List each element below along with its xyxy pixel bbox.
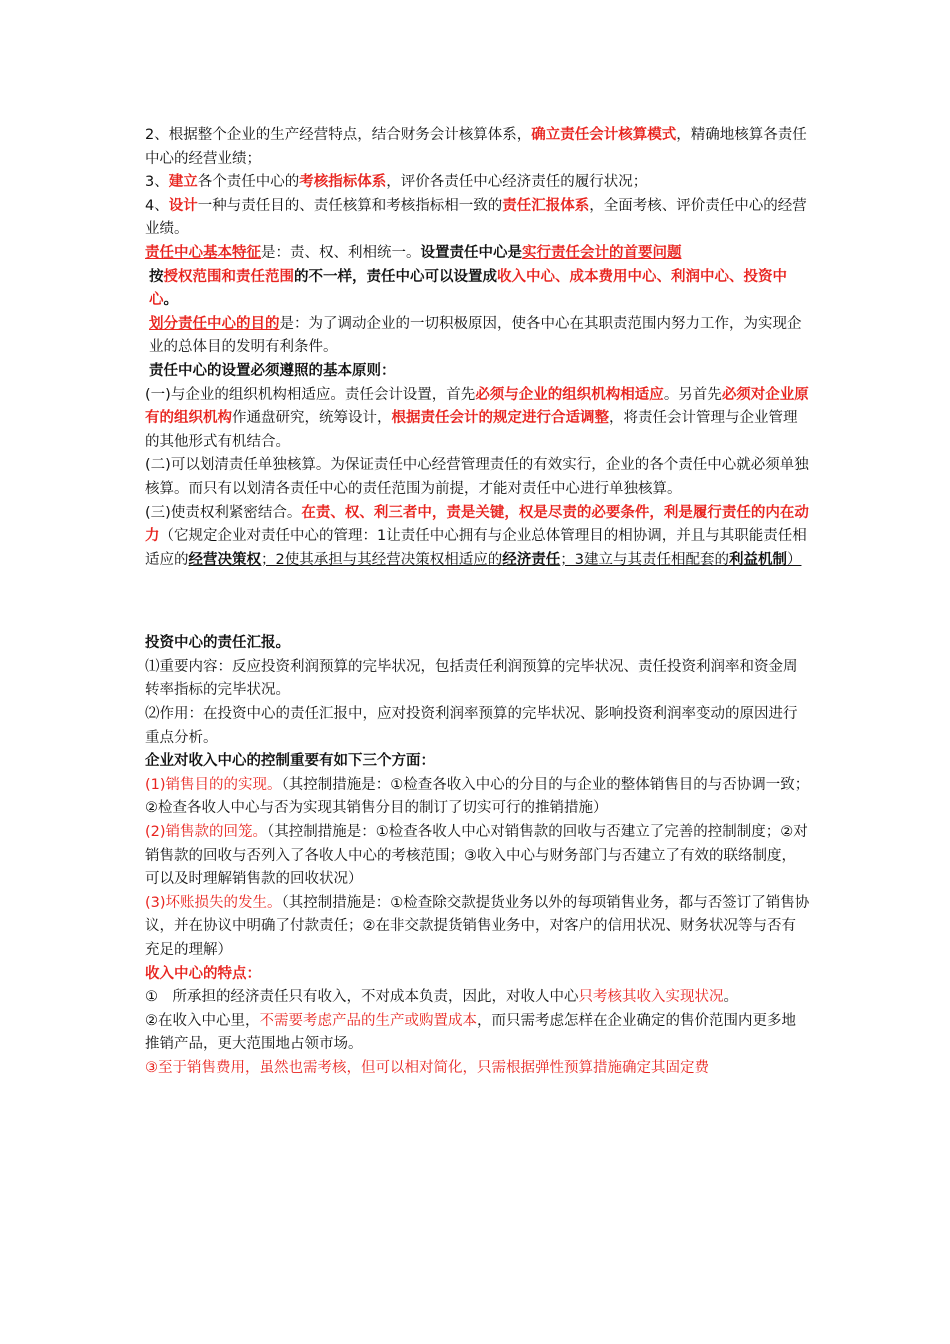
highlight: 确立责任会计核算模式 <box>531 127 677 143</box>
feature-paragraph <box>145 242 810 266</box>
text: 。另首先 <box>663 386 722 403</box>
text: 4、 <box>145 197 169 214</box>
text: (三)使责权利紧密结合。 <box>145 504 302 521</box>
text: ，全面考核、评价责任中心的经营业绩。 <box>145 197 807 238</box>
spacer <box>145 572 810 624</box>
highlight: 收入中心、成本费用中心、利润中心、投资中心 <box>149 268 787 309</box>
principle-2: (二)可以划清责任单独核算。为保证责任中心经营管理责任的有效实行，企业的各个责任中心就必须单独核算。而只有以划清各责任中心的责任范围为前提，才能对责任中心进行单独核算。 <box>145 457 809 497</box>
text: 的不一样，责任中心可以设置成 <box>294 268 497 285</box>
investment-title: 投资中心的责任汇报。 <box>145 635 290 652</box>
document-page <box>145 124 810 1081</box>
highlight: 不需要考虑产品的生产或购置成本 <box>259 1012 477 1029</box>
text: ，精确地核算各责任中心的经营业绩； <box>145 127 807 167</box>
paragraph-2 <box>145 124 810 171</box>
text: 是 <box>507 244 522 261</box>
highlight: 实行责任会计的首要问题 <box>522 244 682 261</box>
text: 一种与责任目的、责任核算和考核指标相一致的 <box>197 197 503 214</box>
highlight: 授权范围和责任范围 <box>163 268 294 285</box>
control-title: 企业对收入中心的控制重要有如下三个方面： <box>145 753 435 770</box>
highlight: 在责、权、利三者中，责是关键，权是尽责的必要条件，利是履行责任的内在动力 <box>145 504 809 545</box>
highlight: 考核指标体系 <box>299 174 387 191</box>
highlight: 只考核其收入实现状况 <box>578 989 724 1006</box>
highlight: 设计 <box>168 197 198 214</box>
text: （它规定企业对责任中心的管理：1让责任中心拥有与企业总体管理目的相协调，并且与其职能责任相适应的 <box>145 528 807 568</box>
highlight: 责任汇报体系 <box>502 197 590 214</box>
highlight: (1)销售目的的实现。 <box>145 776 282 793</box>
text: 3、 <box>145 174 169 191</box>
highlight: 划分责任中心的目的 <box>149 315 280 332</box>
highlight: 建立 <box>168 174 198 191</box>
text: 是：责、权、利相统一。 <box>261 244 421 261</box>
text: 。 <box>723 989 738 1006</box>
text: 各个责任中心的 <box>197 174 300 191</box>
emphasis: 利益机制 <box>728 551 787 568</box>
investment-item-1: ⑴重要内容：反应投资利润预算的完毕状况，包括责任利润预算的完毕状况、责任投资利润率和资金周转率指标的完毕状况。 <box>145 658 798 699</box>
text: ；3建立与其责任相配套的 <box>560 551 729 568</box>
control-item-3 <box>145 892 810 963</box>
feature-item-3: ③至于销售费用，虽然也需考核，但可以相对简化，只需根据弹性预算措施确定其固定费 <box>145 1059 709 1076</box>
text: 按 <box>149 268 164 285</box>
emphasis: 经营决策权 <box>188 551 261 568</box>
text: ，将责任会计管理与企业管理的其他形式有机结合。 <box>145 410 798 450</box>
control-item-1 <box>145 774 810 821</box>
principles-title: 责任中心的设置必须遵照的基本原则： <box>149 362 396 379</box>
investment-item-2: ⑵作用：在投资中心的责任汇报中，应对投资利润率预算的完毕状况、影响投资利润率变动的原因进行重点分析。 <box>145 706 798 746</box>
paragraph-3 <box>145 171 810 195</box>
text: 设置责任中心 <box>420 244 508 261</box>
text: （其控制措施是：①检查各收入中心的分目的与企业的整体销售目的与否协调一致；②检查各收人中心与否为实现其销售分目的制订了切实可行的推销措施） <box>145 776 810 817</box>
text: ① 所承担的经济责任只有收入，不对成本负责，因此，对收人中心 <box>145 989 579 1006</box>
purpose-paragraph <box>145 313 810 360</box>
highlight: (3)坏账损失的发生。 <box>145 894 282 911</box>
principle-3 <box>145 502 810 573</box>
text: 是：为了调动企业的一切积极原因，使各中心在其职责范围内努力工作，为实现企业的总体目的发明有利条件。 <box>149 315 802 356</box>
control-item-2 <box>145 821 810 892</box>
text: 作通盘研究，统筹设计， <box>232 410 392 427</box>
features-title: 收入中心的特点： <box>145 965 261 982</box>
paragraph-4 <box>145 195 810 242</box>
text: 2、根据整个企业的生产经营特点，结合财务会计核算体系， <box>145 127 532 143</box>
text: ②在收入中心里， <box>145 1012 260 1029</box>
highlight: 必须对企业原有的组织机构 <box>145 386 809 427</box>
highlight: 根据责任会计的规定进行合适调整 <box>391 410 609 427</box>
text: ；2使其承担与其经营决策权相适应的 <box>261 551 503 568</box>
text: ，评价各责任中心经济责任的履行状况； <box>386 174 648 191</box>
principle-1 <box>145 384 810 455</box>
text: ，而只需考虑怎样在企业确定的售价范围内更多地推销产品，更大范围地占领市场。 <box>145 1012 796 1053</box>
feature-item-1 <box>145 986 810 1010</box>
text: ） <box>786 551 802 568</box>
text: （其控制措施是：①检查除交款提货业务以外的每项销售业务，都与否签订了销售协议，并在协议中明确了付款责任；②在非交款提货销售业务中，对客户的信用状况、财务状况等与否有充足的理解） <box>145 894 810 958</box>
highlight: (2)销售款的回笼。 <box>145 824 268 841</box>
highlight: 必须与企业的组织机构相适应 <box>475 386 664 403</box>
emphasis: 经济责任 <box>502 551 561 568</box>
types-paragraph <box>145 266 810 313</box>
text: (一)与企业的组织机构相适应。责任会计设置，首先 <box>145 386 476 403</box>
text: （其控制措施是：①检查各收人中心对销售款的回收与否建立了完善的控制制度；②对销售款的回收与否列入了各收人中心的考核范围；③收入中心与财务部门与否建立了有效的联络制度，可以及时理解销售款的回收状况） <box>145 824 808 888</box>
text: 。 <box>163 292 178 309</box>
feature-item-2 <box>145 1010 810 1057</box>
highlight: 责任中心基本特征 <box>145 244 261 261</box>
